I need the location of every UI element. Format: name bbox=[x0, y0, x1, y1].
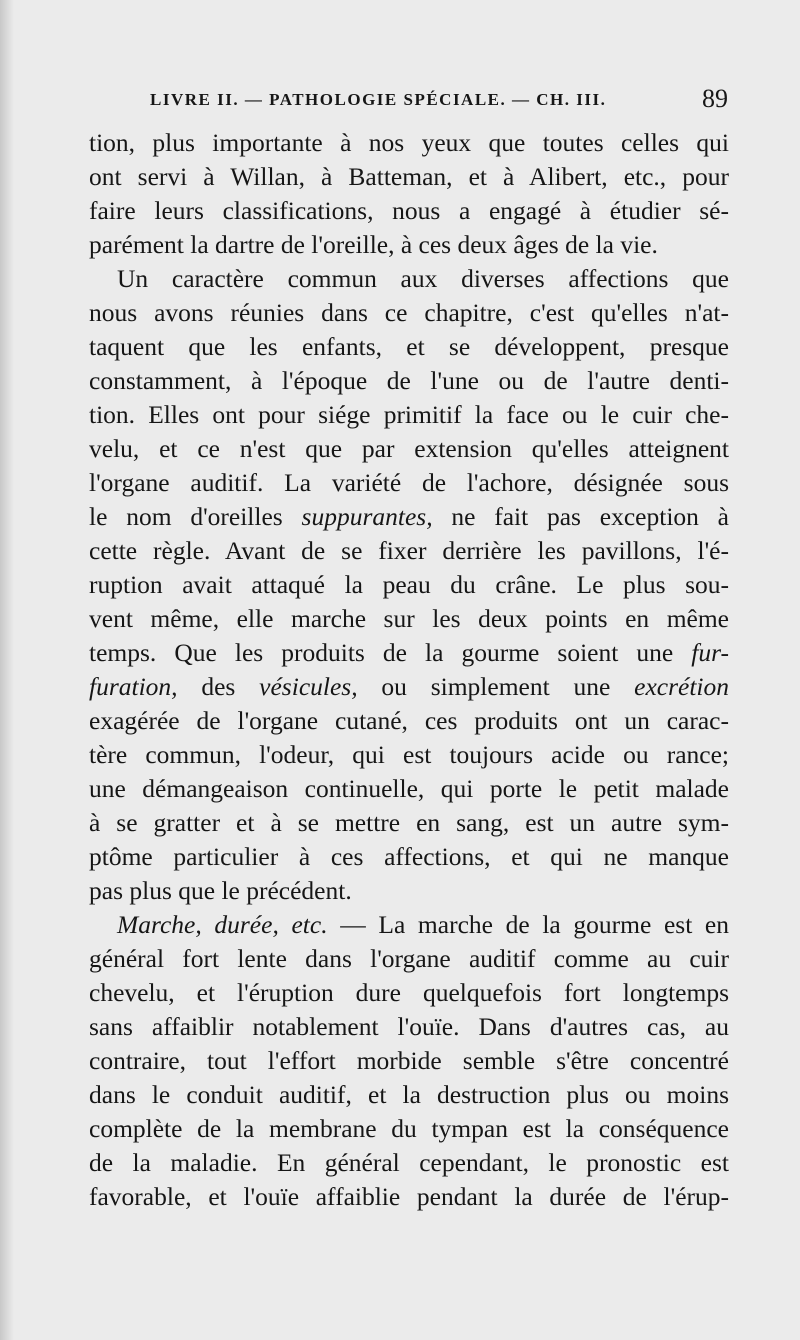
text-line: dans le conduit auditif, et la destruction plus ou moins bbox=[89, 1080, 729, 1109]
page-header bbox=[150, 86, 728, 116]
text-line: le nom d'oreilles suppurantes, ne fait pas exception à bbox=[89, 502, 730, 531]
text-line: tion. Elles ont pour siége primitif la face ou le cuir che- bbox=[89, 400, 729, 429]
running-head: LIVRE II. — PATHOLOGIE SPÉCIALE. — CH. III. bbox=[150, 90, 607, 109]
text-line: exagérée de l'organe cutané, ces produits ont un carac- bbox=[89, 706, 729, 735]
text-line: chevelu, et l'éruption dure quelquefois fort longtemps bbox=[89, 978, 729, 1007]
text-line: favorable, et l'ouïe affaiblie pendant la durée de l'érup- bbox=[89, 1182, 729, 1211]
text-line: ruption avait attaqué la peau du crâne. Le plus sou- bbox=[89, 570, 729, 599]
text-line: à se gratter et à se mettre en sang, est un autre sym- bbox=[89, 808, 729, 837]
text-line: ptôme particulier à ces affections, et qui ne manque bbox=[89, 842, 729, 871]
text-line: faire leurs classifications, nous a engagé à étudier sé- bbox=[89, 196, 729, 225]
text-line: ont servi à Willan, à Batteman, et à Alibert, etc., pour bbox=[89, 162, 729, 191]
text-line: tère commun, l'odeur, qui est toujours acide ou rance; bbox=[89, 740, 729, 769]
text-line: tion, plus importante à nos yeux que toutes celles qui bbox=[89, 128, 729, 157]
section-heading: Marche, durée, etc. bbox=[117, 910, 328, 939]
text-line: vent même, elle marche sur les deux points en même bbox=[89, 604, 729, 633]
text-line: temps. Que les produits de la gourme soient une fur- bbox=[89, 638, 729, 667]
text-line: sans affaiblir notablement l'ouïe. Dans d'autres cas, au bbox=[89, 1012, 729, 1041]
text-line: une démangeaison continuelle, qui porte le petit malade bbox=[89, 774, 729, 803]
text-line: l'organe auditif. La variété de l'achore, désignée sous bbox=[89, 468, 729, 497]
body-text bbox=[89, 126, 729, 1214]
text-line: général fort lente dans l'organe auditif comme au cuir bbox=[89, 944, 729, 973]
text-line: contraire, tout l'effort morbide semble s'être concentré bbox=[89, 1046, 729, 1075]
text-line: cette règle. Avant de se fixer derrière les pavillons, l'é- bbox=[89, 536, 729, 565]
section-heading-line: Marche, durée, etc. — La marche de la gourme est en bbox=[117, 910, 730, 939]
text-line: de la maladie. En général cependant, le pronostic est bbox=[89, 1148, 729, 1177]
text-line: complète de la membrane du tympan est la conséquence bbox=[89, 1114, 729, 1143]
text-line: Un caractère commun aux diverses affections que bbox=[117, 264, 729, 293]
text-line: velu, et ce n'est que par extension qu'elles atteignent bbox=[89, 434, 729, 463]
page-number: 89 bbox=[702, 84, 728, 113]
text-line: pas plus que le précédent. bbox=[89, 876, 352, 905]
page-gutter-shadow bbox=[0, 0, 14, 1340]
text-line: furation, des vésicules, ou simplement une excrétion bbox=[89, 672, 729, 701]
text-line: taquent que les enfants, et se développent, presque bbox=[89, 332, 729, 361]
text-line: parément la dartre de l'oreille, à ces deux âges de la vie. bbox=[89, 230, 658, 259]
text-line: constamment, à l'époque de l'une ou de l'autre denti- bbox=[89, 366, 729, 395]
text-line: nous avons réunies dans ce chapitre, c'est qu'elles n'at- bbox=[89, 298, 729, 327]
